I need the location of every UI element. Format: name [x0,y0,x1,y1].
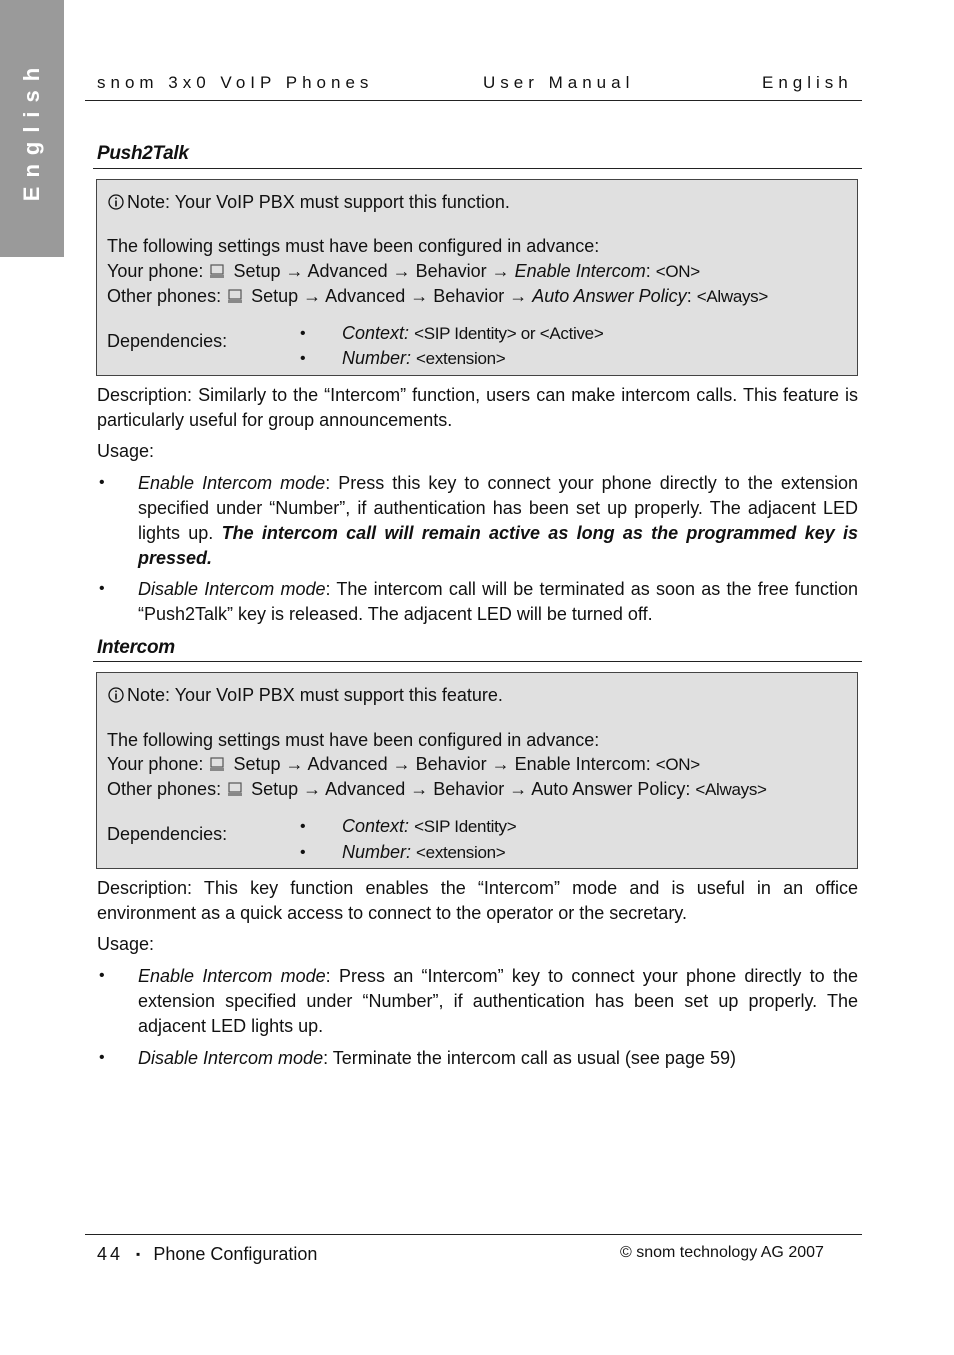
dependency-context [342,816,516,837]
config-intro: The following settings must have been configured in advance: [107,236,600,256]
other-phones-path: Setup → Advanced → Behavior → Auto Answer Policy: [251,779,691,799]
other-phones-value: <Always> [695,780,767,799]
bullet: • [99,1049,105,1066]
your-phone-setting [107,754,700,775]
bullet: • [300,818,306,835]
your-phone-setting-name: Enable Intercom [514,261,646,281]
dependencies-label: Dependencies: [107,331,228,351]
page-number: 44 [97,1244,124,1264]
config-intro: The following settings must have been configured in advance: [107,730,600,750]
intercom-description [97,876,858,926]
your-phone-value: <ON> [655,755,700,774]
description-text: Similarly to the “Intercom” function, users can make intercom calls. This feature is particularly useful for group announcements. [97,385,858,430]
usage-enable-text: : Press this key to connect your phone directly to the extension specified under “Number”, if authentication has been set up properly. The adjacent LED lights up. [138,473,858,543]
usage-disable-mode: Disable Intercom mode [138,579,326,599]
section-rule-push2talk [93,168,862,169]
your-phone-value: <ON> [655,262,700,281]
header-language: English [762,73,853,92]
bullet: • [300,844,306,861]
section-title-push2talk: Push2Talk [97,143,189,164]
intercom-note [107,685,503,706]
dep-number-value: <extension> [416,843,506,862]
bullet: • [300,325,306,342]
section-rule-intercom [93,661,862,662]
dep-context-value: <SIP Identity> or <Active> [414,324,604,343]
footer-page-info [97,1244,317,1265]
page-header [97,73,861,93]
usage-enable-mode: Enable Intercom mode [138,473,326,493]
your-phone-path: Setup → Advanced → Behavior → Enable Intercom: [233,754,651,774]
other-phones-label: Other phones: [107,779,222,799]
dependencies-label: Dependencies: [107,824,228,844]
other-phones-setting: Other phones: Setup → Advanced → Behavior → Auto Answer Policy: <Always> [107,286,769,306]
note-label: Note [127,685,166,705]
note-text: : Your VoIP PBX must support this feature. [165,685,503,705]
dependency-number [342,348,505,369]
footer-separator: ▪ [136,1247,141,1261]
push2talk-usage-enable [138,471,858,571]
footer-copyright: © snom technology AG 2007 [620,1244,824,1261]
bullet: • [99,967,105,984]
computer-icon [227,289,243,304]
other-phones-setting-name: Auto Answer Policy [532,286,687,306]
dependency-context [342,323,603,344]
push2talk-description [97,383,858,433]
description-label: Description: [97,385,193,405]
note-text: : Your VoIP PBX must support this function. [165,192,510,212]
header-document: User Manual [483,73,635,92]
your-phone-path: Setup → Advanced → Behavior → [233,261,510,281]
intercom-usage-disable [138,1046,858,1071]
your-phone-label: Your phone: [107,754,204,774]
language-side-tab [0,0,64,257]
dep-context-value: <SIP Identity> [414,817,517,836]
intercom-usage-enable [138,964,858,1039]
push2talk-usage-label: Usage: [97,441,155,461]
dep-context-key: Context: [342,816,410,836]
push2talk-usage-disable [138,577,858,627]
footer-section: Phone Configuration [153,1244,318,1264]
dep-number-key: Number: [342,842,412,862]
description-label: Description: [97,878,193,898]
intercom-usage-label: Usage: [97,934,155,954]
dep-number-key: Number: [342,348,412,368]
info-icon [108,687,124,703]
footer-rule [85,1234,862,1235]
other-phones-setting [107,779,767,800]
bullet: • [99,474,105,491]
your-phone-setting: Your phone: Setup → Advanced → Behavior → Enable Intercom: <ON> [107,261,700,281]
computer-icon [209,264,225,279]
intercom-note-box [96,672,858,869]
your-phone-label: Your phone: [107,261,204,281]
description-text: This key function enables the “Intercom” mode and is useful in an office environment as a quick access to connect to the operator or the secretary. [97,878,858,923]
side-tab-label: English [19,58,44,202]
other-phones-value: <Always> [696,287,769,306]
usage-enable-emphasis: The intercom call will remain active as long as the programmed key is pressed. [138,523,859,568]
header-product: snom 3x0 VoIP Phones [97,73,374,92]
bullet: • [300,350,306,367]
usage-disable-text: : The intercom call will be terminated as soon as the free function “Push2Talk” key is released. The adjacent LED will be turned off. [138,579,858,624]
computer-icon [227,782,243,797]
push2talk-note [107,192,510,213]
usage-disable-mode: Disable Intercom mode [138,1048,324,1068]
usage-enable-text: : Press an “Intercom” key to connect your phone directly to the extension specified under “Number”, if authentication has been set up properly. The adjacent LED lights up. [138,966,858,1036]
other-phones-path: Setup → Advanced → Behavior → [251,286,528,306]
dependency-number [342,842,505,863]
computer-icon [209,757,225,772]
header-rule [85,100,862,101]
dep-context-key: Context: [342,323,410,343]
bullet: • [99,580,105,597]
info-icon [108,194,124,210]
usage-enable-mode: Enable Intercom mode [138,966,326,986]
push2talk-note-box [96,179,858,376]
usage-disable-text: : Terminate the intercom call as usual (see page 59) [323,1048,736,1068]
dep-number-value: <extension> [416,349,506,368]
note-label: Note [127,192,166,212]
other-phones-label: Other phones: [107,286,222,306]
section-title-intercom: Intercom [97,637,175,658]
